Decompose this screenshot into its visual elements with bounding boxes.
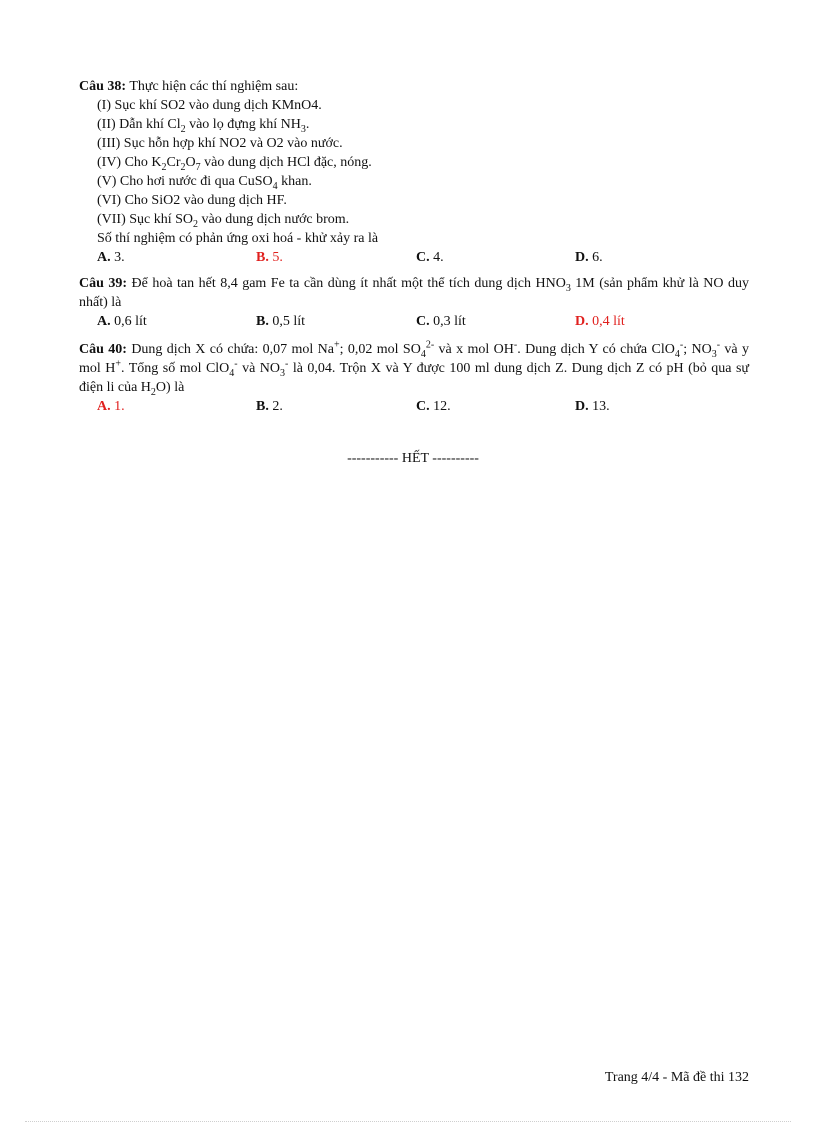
subscript: 2 — [180, 161, 186, 173]
question-39 — [79, 274, 749, 331]
answer-c[interactable] — [416, 397, 451, 416]
answer-label: A. — [97, 250, 111, 265]
subscript: 4 — [272, 180, 278, 192]
superscript: - — [285, 358, 289, 370]
page-bottom-divider — [25, 1121, 791, 1122]
question-stem: ; 0,02 mol SO — [339, 342, 421, 357]
question-number: Câu 39: — [79, 276, 128, 291]
answer-text: 3. — [114, 250, 125, 265]
question-stem: . Tổng số mol ClO — [121, 361, 230, 376]
answer-text: 6. — [592, 250, 603, 265]
answer-text: 13. — [592, 399, 610, 414]
answer-options — [97, 312, 749, 331]
subscript: 2 — [150, 386, 156, 398]
answer-label: B. — [256, 250, 269, 265]
question-stem: Để hoà tan hết 8,4 gam Fe ta cần dùng ít nhất một thể tích dung dịch HNO — [131, 276, 566, 291]
superscript: + — [115, 358, 122, 370]
superscript: 2- — [425, 339, 435, 351]
question-prompt: Số thí nghiệm có phản ứng oxi hoá - khử xảy ra là — [97, 231, 379, 246]
answer-text: 0,4 lít — [592, 314, 625, 329]
question-stem: và y mol H — [79, 342, 749, 376]
experiment-text: vào dung dịch HCl đặc, nóng. — [200, 155, 372, 170]
answer-b[interactable] — [256, 312, 305, 331]
experiment-1 — [79, 96, 749, 115]
question-number: Câu 40: — [79, 342, 127, 357]
question-stem: là 0,04. Trộn X và Y được 100 ml dung dịch Z. Dung dịch Z có pH (bỏ qua sự điện li của H — [79, 361, 750, 395]
answer-c[interactable] — [416, 248, 444, 267]
experiment-6 — [79, 191, 749, 210]
answer-label: D. — [575, 314, 589, 329]
question-38 — [79, 77, 749, 267]
answer-a[interactable] — [97, 248, 125, 267]
subscript: 2 — [161, 161, 167, 173]
experiment-text: (III) Sục hỗn hợp khí NO2 và O2 vào nước. — [97, 136, 343, 151]
answer-d-correct[interactable] — [575, 312, 625, 331]
answer-options — [97, 248, 749, 267]
experiment-text: vào lọ đựng khí NH — [185, 117, 301, 132]
question-number: Câu 38: — [79, 79, 127, 94]
subscript: 3 — [711, 348, 717, 360]
answer-label: C. — [416, 399, 430, 414]
answer-label: C. — [416, 314, 430, 329]
answer-a[interactable] — [97, 312, 147, 331]
answer-text: 0,5 lít — [272, 314, 306, 329]
answer-label: C. — [416, 250, 430, 265]
experiment-text: (II) Dẫn khí Cl — [97, 117, 181, 132]
answer-text: 2. — [272, 399, 283, 414]
question-stem: Dung dịch X có chứa: 0,07 mol Na — [131, 342, 334, 357]
answer-text: 0,6 lít — [114, 314, 147, 329]
question-40 — [79, 340, 749, 416]
experiment-text: . — [305, 117, 310, 132]
answer-label: D. — [575, 399, 589, 414]
question-40-stem — [79, 340, 749, 397]
question-39-stem — [79, 274, 749, 312]
answer-options — [97, 397, 749, 416]
page-footer: Trang 4/4 - Mã đề thi 132 — [604, 1070, 749, 1085]
answer-label: B. — [256, 399, 269, 414]
question-38-header — [79, 77, 749, 96]
experiment-3 — [79, 134, 749, 153]
subscript: 2 — [193, 218, 199, 230]
answer-label: B. — [256, 314, 269, 329]
subscript: 7 — [195, 161, 201, 173]
subscript: 3 — [565, 282, 571, 294]
experiment-text: (V) Cho hơi nước đi qua CuSO — [97, 174, 273, 189]
experiment-text: khan. — [277, 174, 312, 189]
experiment-text: (IV) Cho K — [97, 155, 162, 170]
experiment-text: (I) Sục khí SO2 vào dung dịch KMnO4. — [97, 98, 322, 113]
question-stem: Thực hiện các thí nghiệm sau: — [129, 79, 299, 94]
superscript: - — [513, 339, 518, 351]
answer-c[interactable] — [416, 312, 466, 331]
question-stem: 1M (sản phẩm khử là NO duy nhất) là — [79, 276, 749, 310]
subscript: 4 — [229, 367, 235, 379]
experiment-2 — [79, 115, 749, 134]
answer-text: 4. — [433, 250, 444, 265]
answer-text: 5. — [272, 250, 283, 265]
superscript: + — [333, 339, 340, 351]
subscript: 3 — [300, 123, 306, 135]
answer-label: A. — [97, 314, 111, 329]
experiment-7 — [79, 210, 749, 229]
superscript: - — [234, 358, 238, 370]
experiment-text: (VI) Cho SiO2 vào dung dịch HF. — [97, 193, 287, 208]
subscript: 4 — [420, 348, 426, 360]
question-stem: . Dung dịch Y có chứa ClO — [517, 342, 675, 357]
experiment-text: O — [185, 155, 196, 170]
question-stem: ; NO — [683, 342, 712, 357]
superscript: - — [679, 339, 684, 351]
answer-d[interactable] — [575, 397, 610, 416]
answer-b[interactable] — [256, 397, 283, 416]
end-marker: ----------- HẾT ---------- — [347, 451, 479, 466]
experiment-text: (VII) Sục khí SO — [97, 212, 194, 227]
subscript: 3 — [280, 367, 286, 379]
experiment-4 — [79, 153, 749, 172]
answer-d[interactable] — [575, 248, 603, 267]
superscript: - — [716, 339, 721, 351]
answer-text: 1. — [114, 399, 125, 414]
subscript: 2 — [180, 123, 186, 135]
experiment-5 — [79, 172, 749, 191]
question-stem: O) là — [155, 380, 185, 395]
question-stem: và NO — [237, 361, 281, 376]
answer-text: 12. — [433, 399, 451, 414]
experiment-text: Cr — [166, 155, 181, 170]
answer-label: D. — [575, 250, 589, 265]
answer-text: 0,3 lít — [433, 314, 466, 329]
question-stem: và x mol OH — [434, 342, 514, 357]
answer-label: A. — [97, 399, 111, 414]
answer-b-correct[interactable] — [256, 248, 283, 267]
answer-a-correct[interactable] — [97, 397, 125, 416]
experiment-text: vào dung dịch nước brom. — [198, 212, 350, 227]
subscript: 4 — [674, 348, 680, 360]
